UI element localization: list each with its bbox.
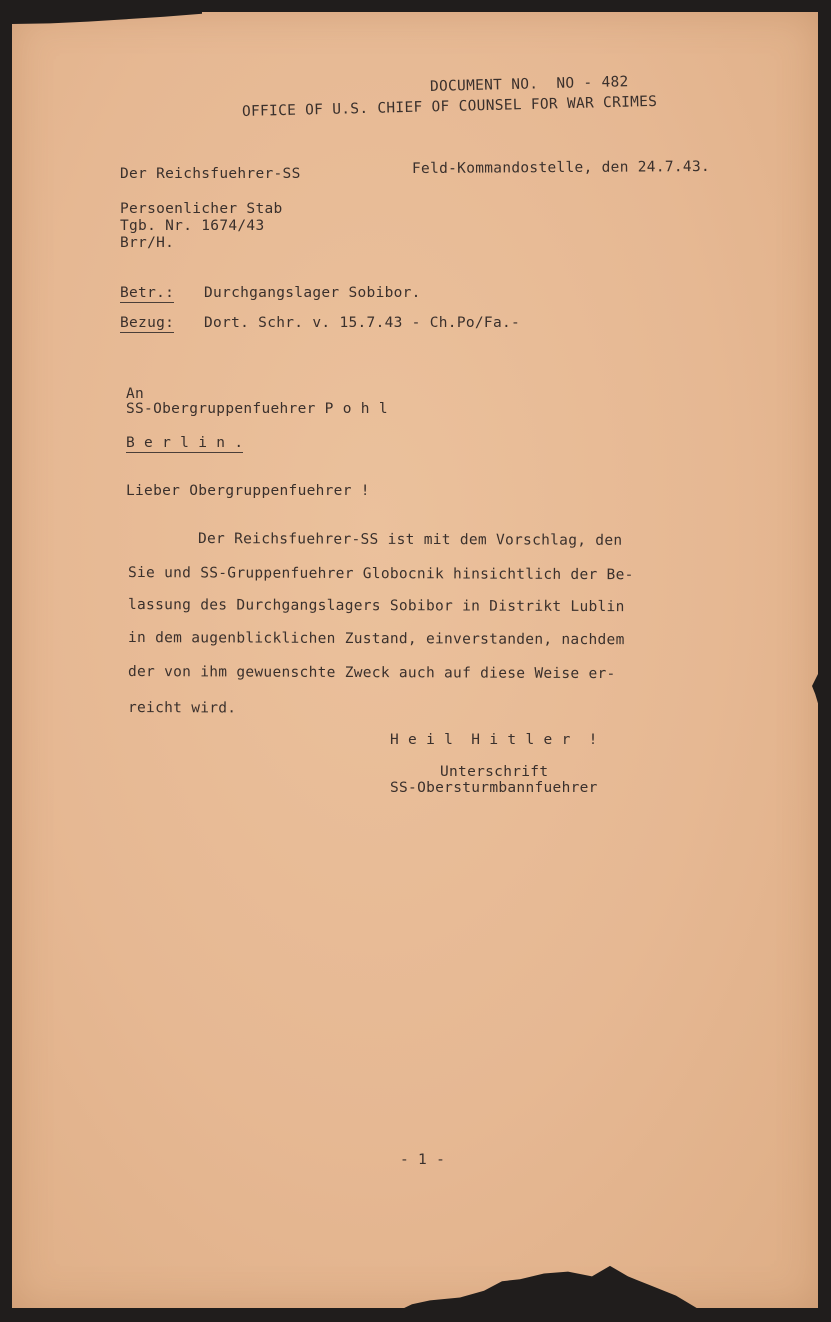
subject-text: Durchgangslager Sobibor. [204, 285, 421, 301]
body-line: reicht wird. [127, 700, 237, 717]
recipient-name: SS-Obergruppenfuehrer P o h l [126, 401, 388, 417]
body-line: Sie und SS-Gruppenfuehrer Globocnik hinsichtlich der Be- [127, 565, 634, 584]
body-line: in dem augenblicklichen Zustand, einverstanden, nachdem [127, 630, 625, 649]
sender-initials: Brr/H. [120, 235, 175, 251]
document-number: DOCUMENT NO. NO - 482 [429, 74, 629, 95]
reference-label: Bezug: [120, 315, 175, 331]
sender-line-2: Persoenlicher Stab [120, 201, 283, 217]
signature-note: Unterschrift [440, 764, 549, 780]
salutation: Lieber Obergruppenfuehrer ! [126, 483, 370, 499]
body-line: Der Reichsfuehrer-SS ist mit dem Vorschlag, den [197, 531, 623, 549]
recipient-prefix: An [126, 386, 145, 402]
body-line: lassung des Durchgangslagers Sobibor in Distrikt Lublin [127, 597, 625, 616]
reference-text: Dort. Schr. v. 15.7.43 - Ch.Po/Fa.- [204, 315, 521, 331]
subject-label: Betr.: [120, 285, 175, 301]
closing-greeting: H e i l H i t l e r ! [390, 732, 598, 748]
page-number: - 1 - [400, 1152, 446, 1168]
journal-number: Tgb. Nr. 1674/43 [120, 218, 265, 234]
recipient-city: B e r l i n . [126, 435, 244, 451]
office-heading: OFFICE OF U.S. CHIEF OF COUNSEL FOR WAR CRIMES [241, 93, 658, 120]
signature-rank: SS-Obersturmbannfuehrer [390, 780, 598, 796]
place-and-date: Feld-Kommandostelle, den 24.7.43. [411, 158, 711, 178]
sender-line-1: Der Reichsfuehrer-SS [120, 166, 301, 182]
body-line: der von ihm gewuenschte Zweck auch auf diese Weise er- [127, 664, 616, 683]
